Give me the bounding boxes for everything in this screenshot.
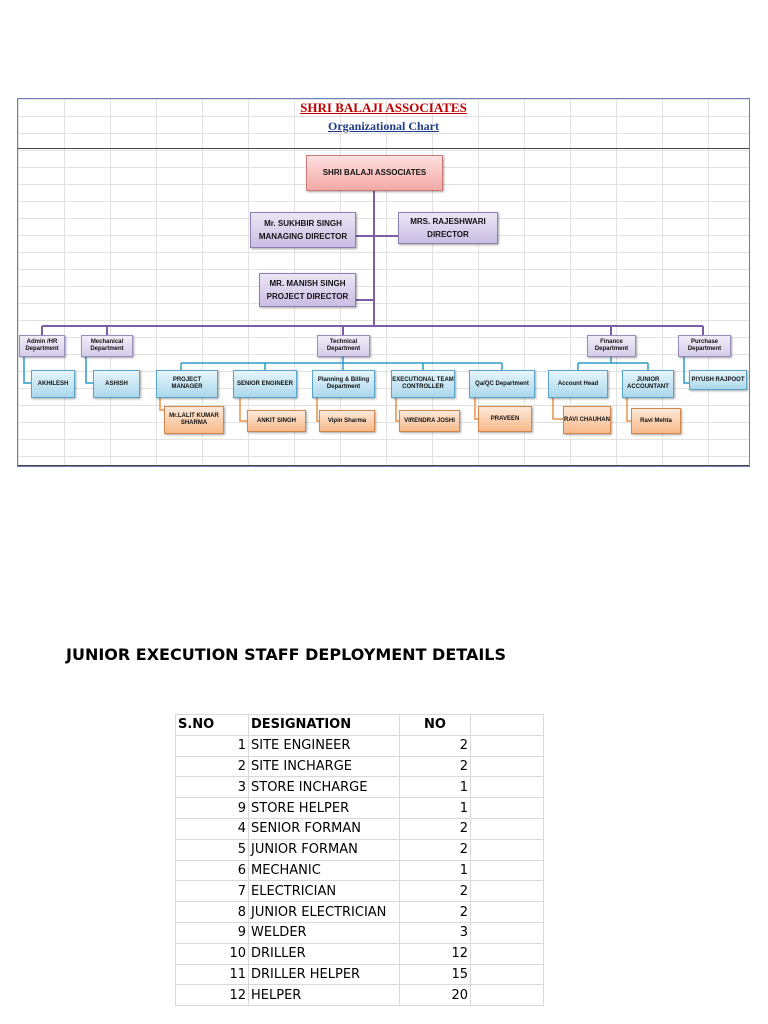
chart-title: SHRI BALAJI ASSOCIATES [300, 100, 467, 115]
cell-empty [471, 756, 544, 777]
cell-empty [471, 839, 544, 860]
header-empty [471, 715, 544, 736]
cell-sno: 12 [176, 985, 249, 1006]
person-ravi-chauhan: RAVI CHAUHAN [563, 406, 611, 434]
cell-no: 2 [400, 881, 471, 902]
cell-sno: 3 [176, 777, 249, 798]
person-lalit-kumar-sharma: Mr.LALIT KUMAR SHARMA [164, 406, 224, 434]
cell-no: 2 [400, 756, 471, 777]
dept-mechanical: Mechanical Department [81, 335, 133, 357]
project-director-role: PROJECT DIRECTOR [266, 292, 349, 301]
dept-technical: Technical Department [317, 335, 370, 357]
cell-designation: STORE HELPER [249, 798, 400, 819]
role-executional-team-controller: EXECUTIONAL TEAM CONTROLLER [391, 370, 455, 398]
role-account-head: Account Head [548, 370, 608, 398]
staff-deployment-table [175, 714, 544, 1006]
cell-no: 3 [400, 922, 471, 943]
cell-sno: 8 [176, 902, 249, 923]
dept-purchase: Purchase Department [678, 335, 731, 357]
cell-designation: WELDER [249, 922, 400, 943]
cell-designation: DRILLER HELPER [249, 964, 400, 985]
cell-no: 20 [400, 985, 471, 1006]
staff-table-body [176, 735, 544, 1005]
table-row [176, 881, 544, 902]
person-virendra-joshi: VIRENDRA JOSHI [399, 410, 460, 432]
table-row [176, 756, 544, 777]
cell-sno: 9 [176, 798, 249, 819]
dept-finance: Finance Department [587, 335, 636, 357]
cell-sno: 2 [176, 756, 249, 777]
cell-empty [471, 902, 544, 923]
table-header-row [176, 715, 544, 736]
cell-empty [471, 798, 544, 819]
cell-empty [471, 964, 544, 985]
managing-director-role: MANAGING DIRECTOR [258, 232, 348, 241]
role-piyush-rajpoot: PIYUSH RAJPOOT [689, 370, 747, 390]
cell-no: 12 [400, 943, 471, 964]
header-no: NO [400, 715, 471, 736]
company-top-box: SHRI BALAJI ASSOCIATES [306, 155, 443, 191]
role-qaqc: Qa/QC Department [469, 370, 535, 398]
cell-no: 2 [400, 902, 471, 923]
cell-sno: 4 [176, 818, 249, 839]
table-row [176, 839, 544, 860]
table-row [176, 964, 544, 985]
role-akhilesh: AKHILESH [31, 370, 75, 398]
cell-sno: 6 [176, 860, 249, 881]
cell-sno: 7 [176, 881, 249, 902]
cell-no: 1 [400, 777, 471, 798]
cell-no: 1 [400, 860, 471, 881]
table-row [176, 902, 544, 923]
cell-sno: 10 [176, 943, 249, 964]
cell-designation: HELPER [249, 985, 400, 1006]
table-row [176, 985, 544, 1006]
table-row [176, 943, 544, 964]
project-director-box [259, 273, 356, 307]
cell-designation: SITE ENGINEER [249, 735, 400, 756]
cell-empty [471, 777, 544, 798]
cell-empty [471, 922, 544, 943]
table-row [176, 860, 544, 881]
director-role: DIRECTOR [427, 230, 469, 239]
cell-designation: MECHANIC [249, 860, 400, 881]
cell-empty [471, 735, 544, 756]
header-sno: S.NO [176, 715, 249, 736]
cell-designation: DRILLER [249, 943, 400, 964]
person-ankit-singh: ANKIT SINGH [247, 410, 306, 432]
table-row [176, 798, 544, 819]
cell-sno: 1 [176, 735, 249, 756]
person-ravi-mehta: Ravi Mehta [631, 408, 681, 434]
table-row [176, 922, 544, 943]
cell-designation: JUNIOR ELECTRICIAN [249, 902, 400, 923]
cell-no: 2 [400, 839, 471, 860]
person-praveen: PRAVEEN [478, 406, 532, 432]
table-row [176, 735, 544, 756]
cell-empty [471, 985, 544, 1006]
chart-subtitle: Organizational Chart [328, 119, 439, 133]
role-junior-accountant: JUNIOR ACCOUNTANT [622, 370, 674, 398]
cell-empty [471, 860, 544, 881]
director-name: MRS. RAJESHWARI [410, 217, 486, 226]
cell-empty [471, 818, 544, 839]
cell-sno: 5 [176, 839, 249, 860]
cell-empty [471, 943, 544, 964]
dept-admin-hr: Admin /HR Department [19, 335, 65, 357]
director-box [398, 212, 498, 244]
cell-no: 2 [400, 818, 471, 839]
role-ashish: ASHISH [93, 370, 140, 398]
managing-director-box [250, 212, 356, 248]
cell-designation: JUNIOR FORMAN [249, 839, 400, 860]
managing-director-name: Mr. SUKHBIR SINGH [264, 219, 342, 228]
role-planning-billing: Planning & Billing Department [312, 370, 375, 398]
cell-empty [471, 881, 544, 902]
header-designation: DESIGNATION [249, 715, 400, 736]
cell-no: 2 [400, 735, 471, 756]
project-director-name: MR. MANISH SINGH [269, 279, 346, 288]
cell-designation: STORE INCHARGE [249, 777, 400, 798]
person-vipin-sharma: Vipin Sharma [319, 410, 375, 432]
cell-designation: SENIOR FORMAN [249, 818, 400, 839]
cell-sno: 11 [176, 964, 249, 985]
cell-no: 1 [400, 798, 471, 819]
cell-designation: SITE INCHARGE [249, 756, 400, 777]
cell-designation: ELECTRICIAN [249, 881, 400, 902]
role-project-manager: PROJECT MANAGER [156, 370, 218, 398]
cell-no: 15 [400, 964, 471, 985]
cell-sno: 9 [176, 922, 249, 943]
role-senior-engineer: SENIOR ENGINEER [233, 370, 297, 398]
table-row [176, 818, 544, 839]
table-row [176, 777, 544, 798]
staff-section-heading: JUNIOR EXECUTION STAFF DEPLOYMENT DETAILS [66, 645, 506, 664]
